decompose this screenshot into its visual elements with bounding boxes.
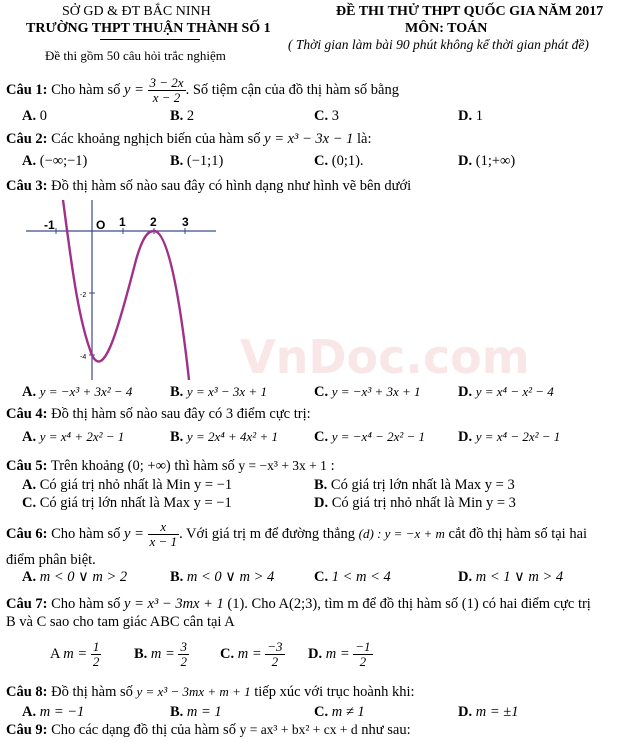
q3-option-d[interactable]: D. y = x⁴ − x² − 4: [458, 384, 554, 400]
q4-option-a[interactable]: A. y = x⁴ + 2x² − 1: [22, 429, 125, 445]
q2-option-d[interactable]: D. (1;+∞): [458, 153, 516, 169]
exam-title: ĐỀ THI THỬ THPT QUỐC GIA NĂM 2017: [336, 4, 604, 19]
q4-option-b[interactable]: B. y = 2x⁴ + 4x² + 1: [170, 429, 278, 445]
q8-option-c[interactable]: C. m ≠ 1: [314, 704, 365, 720]
question-2: Câu 2: Các khoảng nghịch biến của hàm số y = x³ − 3x − 1 là:: [6, 131, 372, 147]
q1-yeq: y =: [124, 81, 144, 98]
q7-option-c[interactable]: C. m = $\frac{-3}{2}$: [220, 639, 283, 669]
q1-fraction: $\frac{3 - 2x}{x - 2}$: [149, 75, 184, 105]
count-note: Đề thi gồm 50 câu hỏi trắc nghiệm: [45, 48, 226, 63]
q1-option-a[interactable]: A. 0: [22, 108, 47, 124]
function-curve: [63, 200, 189, 380]
label-x3: 3: [182, 215, 189, 229]
q8-formula: y = x³ − 3mx + m + 1: [136, 684, 251, 699]
q6-option-c[interactable]: C. 1 < m < 4: [314, 569, 391, 585]
q6-fraction: $\frac{x}{x - 1}$: [149, 519, 178, 549]
q2-formula: y = x³ − 3x − 1: [264, 131, 354, 147]
question-6: Câu 6: Cho hàm số y = $\frac{x}{x - 1}$ . Với giá trị m để đường thẳng (d) : y = −x + m cắt đồ thị hàm số tại hai: [6, 519, 588, 549]
q6-line: (d) : y = −x + m: [358, 525, 445, 541]
label-x2: 2: [150, 215, 157, 229]
q7-option-b[interactable]: B. m = $\frac{3}{2}$: [134, 639, 187, 669]
label-x1: 1: [119, 215, 126, 229]
q6-option-d[interactable]: D. m < 1 ∨ m > 4: [458, 569, 564, 585]
watermark: VnDoc.com: [240, 330, 530, 384]
time-note: ( Thời gian làm bài 90 phút không kể thời gian phát đề): [288, 37, 589, 52]
q1-option-c[interactable]: C. 3: [314, 108, 339, 124]
label-y-minus2: -2: [80, 292, 87, 299]
q1-post: . Số tiệm cận của đồ thị hàm số bằng: [185, 81, 399, 98]
q5-option-a[interactable]: A. Có giá trị nhỏ nhất là Min y = −1: [22, 477, 233, 493]
question-1: [6, 76, 399, 105]
question-9: Câu 9: Cho các dạng đồ thị của hàm số y = ax³ + bx² + cx + d như sau:: [6, 722, 411, 738]
q1-option-d[interactable]: D. 1: [458, 108, 483, 124]
question-5: Câu 5: Trên khoảng (0; +∞) thì hàm số y = −x³ + 3x + 1 :: [6, 458, 335, 474]
q6-option-b[interactable]: B. m < 0 ∨ m > 4: [170, 569, 275, 585]
label-y-minus4: -4: [80, 354, 87, 361]
q3-option-b[interactable]: B. y = x³ − 3x + 1: [170, 384, 267, 400]
q1-label: Câu 1:: [6, 81, 48, 98]
q6-option-a[interactable]: A. m < 0 ∨ m > 2: [22, 569, 128, 585]
q2-option-a[interactable]: A. (−∞;−1): [22, 153, 88, 169]
question-4: Câu 4: Đồ thị hàm số nào sau đây có 3 điểm cực trị:: [6, 406, 311, 422]
q2-option-b[interactable]: B. (−1;1): [170, 153, 224, 169]
q7-option-a[interactable]: A m = $\frac{1}{2}$: [50, 639, 100, 669]
question-7: Câu 7: Cho hàm số y = x³ − 3mx + 1 (1). Cho A(2;3), tìm m để đồ thị hàm số (1) có hai điểm cực trị: [6, 596, 591, 612]
q4-option-d[interactable]: D. y = x⁴ − 2x² − 1: [458, 429, 561, 445]
q5-formula: y = −x³ + 3x + 1: [238, 458, 327, 473]
q5-option-d[interactable]: D. Có giá trị nhỏ nhất là Min y = 3: [314, 495, 516, 511]
q8-option-a[interactable]: A. m = −1: [22, 704, 85, 720]
q5-option-c[interactable]: C. Có giá trị lớn nhất là Max y = −1: [22, 495, 232, 511]
q8-option-d[interactable]: D. m = ±1: [458, 704, 519, 720]
label-origin: O: [96, 218, 106, 232]
q1-pre: Cho hàm số: [51, 81, 121, 98]
q7-line2: B và C sao cho tam giác ABC cân tại A: [6, 614, 235, 630]
header-underline: [100, 39, 200, 40]
q8-option-b[interactable]: B. m = 1: [170, 704, 222, 720]
q4-option-c[interactable]: C. y = −x⁴ − 2x² − 1: [314, 429, 426, 445]
school-name: TRƯỜNG THPT THUẬN THÀNH SỐ 1: [26, 21, 271, 36]
question-8: Câu 8: Đồ thị hàm số y = x³ − 3mx + m + 1 tiếp xúc với trục hoành khi:: [6, 684, 415, 700]
q7-formula: y = x³ − 3mx + 1: [124, 596, 224, 612]
q7-option-d[interactable]: D. m = $\frac{-1}{2}$: [308, 639, 371, 669]
q3-graph: [26, 200, 216, 380]
dept-name: SỞ GD & ĐT BẮC NINH: [62, 4, 211, 19]
q2-option-c[interactable]: C. (0;1).: [314, 153, 364, 169]
q6-line2: điểm phân biệt.: [6, 552, 96, 568]
q1-option-b[interactable]: B. 2: [170, 108, 195, 124]
q3-option-a[interactable]: A. y = −x³ + 3x² − 4: [22, 384, 133, 400]
q5-option-b[interactable]: B. Có giá trị lớn nhất là Max y = 3: [314, 477, 515, 493]
q3-option-c[interactable]: C. y = −x³ + 3x + 1: [314, 384, 421, 400]
subject: MÔN: TOÁN: [405, 21, 488, 36]
q9-formula: y = ax³ + bx² + cx + d: [239, 722, 358, 737]
question-3: Câu 3: Đồ thị hàm số nào sau đây có hình dạng như hình vẽ bên dưới: [6, 178, 412, 194]
label-x-minus1: -1: [44, 218, 55, 232]
